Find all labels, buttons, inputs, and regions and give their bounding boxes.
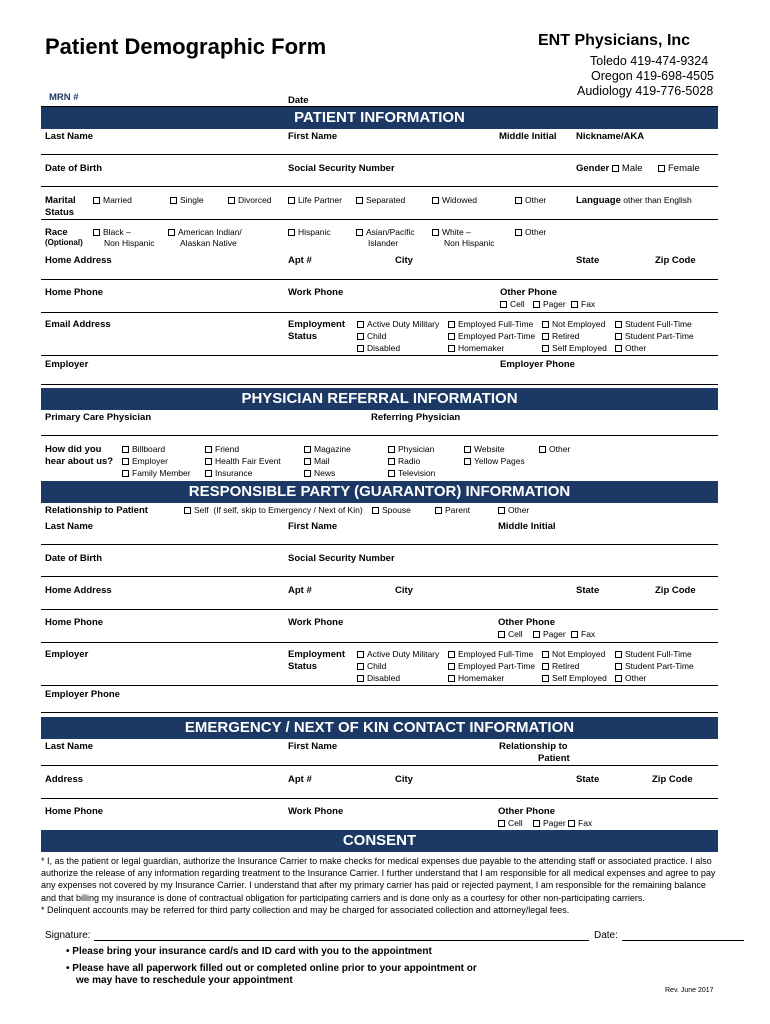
e-work-phone-label: Work Phone (288, 806, 344, 817)
g-employment-status-label: Status (288, 661, 318, 672)
not-employed-label: Not Employed (552, 319, 606, 329)
e-state-label: State (576, 774, 600, 785)
child-checkbox[interactable] (357, 333, 364, 340)
g-disabled-label: Disabled (367, 673, 401, 683)
g-pager-checkbox[interactable] (533, 631, 540, 638)
pcp-label: Primary Care Physician (45, 412, 152, 423)
g-employed-part-checkbox[interactable] (448, 663, 455, 670)
g-state-label: State (576, 585, 600, 596)
g-not-employed-checkbox[interactable] (542, 651, 549, 658)
homemaker-checkbox[interactable] (448, 345, 455, 352)
health-fair-checkbox[interactable] (205, 458, 212, 465)
yellow-pages-checkbox[interactable] (464, 458, 471, 465)
g-cell-label: Cell (508, 629, 523, 639)
billboard-label: Billboard (132, 444, 166, 454)
bullet-paperwork-cont: we may have to reschedule your appointment (76, 975, 293, 986)
white-label: White – (442, 227, 471, 237)
employment-status-label: Status (288, 331, 318, 342)
radio-checkbox[interactable] (388, 458, 395, 465)
g-employer-phone-label: Employer Phone (45, 689, 120, 700)
black-label: Black – (103, 227, 131, 237)
g-student-full-label: Student Full-Time (625, 649, 692, 659)
widowed-checkbox[interactable] (432, 197, 439, 204)
marital-label: Marital (45, 195, 76, 206)
hispanic-checkbox[interactable] (288, 229, 295, 236)
language-note: other than English (623, 195, 692, 205)
g-fax-label: Fax (581, 629, 596, 639)
employer-source-checkbox[interactable] (122, 458, 129, 465)
student-full-checkbox[interactable] (615, 321, 622, 328)
self-label: Self (194, 505, 209, 515)
g-retired-checkbox[interactable] (542, 663, 549, 670)
employed-full-checkbox[interactable] (448, 321, 455, 328)
employed-part-label: Employed Part-Time (458, 331, 536, 341)
retired-checkbox[interactable] (542, 333, 549, 340)
g-other-phone-label: Other Phone (498, 617, 556, 628)
race-other-checkbox[interactable] (515, 229, 522, 236)
consent-text (41, 855, 721, 916)
relationship-label: Relationship to Patient (45, 505, 148, 516)
home-phone-label: Home Phone (45, 287, 104, 298)
physician-label: Physician (398, 444, 435, 454)
signature-label: Signature: (45, 930, 91, 941)
e-other-phone-label: Other Phone (498, 806, 556, 817)
american-indian-sub-label: Alaskan Native (180, 238, 237, 248)
employer-source-label: Employer (132, 456, 168, 466)
form-title: Patient Demographic Form (45, 34, 327, 59)
pager-checkbox[interactable] (533, 301, 540, 308)
section-physician-referral: PHYSICIAN REFERRAL INFORMATION (41, 388, 718, 410)
parent-checkbox[interactable] (435, 507, 442, 514)
family-member-checkbox[interactable] (122, 470, 129, 477)
delinquent-paragraph: * Delinquent accounts may be referred for third party collection and may be charged for associated collection and attorney/legal fees. (41, 904, 570, 915)
american-indian-label: American Indian/ (178, 227, 242, 237)
life-partner-checkbox[interactable] (288, 197, 295, 204)
last-name-label: Last Name (45, 131, 94, 142)
e-relationship-patient-label: Patient (538, 753, 570, 764)
life-partner-label: Life Partner (298, 195, 342, 205)
section-patient-information: PATIENT INFORMATION (41, 107, 718, 129)
american-indian-checkbox[interactable] (168, 229, 175, 236)
g-city-label: City (395, 585, 413, 596)
g-self-employed-checkbox[interactable] (542, 675, 549, 682)
e-pager-label: Pager (543, 818, 566, 828)
email-label: Email Address (45, 319, 111, 330)
g-apt-label: Apt # (288, 585, 312, 596)
referring-physician-label: Referring Physician (371, 412, 461, 423)
employment-label: Employment (288, 319, 346, 330)
asian-sub-label: Islander (368, 238, 399, 248)
gender-male-checkbox[interactable] (612, 165, 619, 172)
active-duty-checkbox[interactable] (357, 321, 364, 328)
middle-initial-label: Middle Initial (499, 131, 557, 142)
signature-date-line[interactable] (622, 940, 744, 941)
g-employed-full-label: Employed Full-Time (458, 649, 534, 659)
female-label: Female (668, 163, 700, 174)
separated-checkbox[interactable] (356, 197, 363, 204)
g-cell-checkbox[interactable] (498, 631, 505, 638)
e-first-name-label: First Name (288, 741, 338, 752)
employer-label: Employer (45, 359, 89, 370)
g-retired-label: Retired (552, 661, 580, 671)
friend-label: Friend (215, 444, 240, 454)
g-last-name-label: Last Name (45, 521, 94, 532)
state-label: State (576, 255, 600, 266)
e-address-label: Address (45, 774, 84, 785)
black-sub-label: Non Hispanic (104, 238, 155, 248)
g-work-phone-label: Work Phone (288, 617, 344, 628)
ssn-label: Social Security Number (288, 163, 395, 174)
nickname-label: Nickname/AKA (576, 131, 645, 142)
bullet-paperwork: Please have all paperwork filled out or completed online prior to your appointment or (72, 963, 477, 974)
radio-label: Radio (398, 456, 421, 466)
physician-checkbox[interactable] (388, 446, 395, 453)
mrn-label: MRN # (49, 92, 79, 103)
g-middle-initial-label: Middle Initial (498, 521, 556, 532)
marital-other-checkbox[interactable] (515, 197, 522, 204)
g-self-employed-label: Self Employed (552, 673, 607, 683)
g-homemaker-label: Homemaker (458, 673, 505, 683)
referral-other-checkbox[interactable] (539, 446, 546, 453)
asian-label: Asian/Pacific (366, 227, 415, 237)
g-home-address-label: Home Address (45, 585, 112, 596)
optional-label: (Optional) (45, 238, 83, 247)
website-label: Website (474, 444, 505, 454)
website-checkbox[interactable] (464, 446, 471, 453)
g-dob-label: Date of Birth (45, 553, 102, 564)
employed-part-checkbox[interactable] (448, 333, 455, 340)
hear-about-label: hear about us? (45, 456, 114, 467)
employed-full-label: Employed Full-Time (458, 319, 534, 329)
how-label: How did you (45, 444, 102, 455)
marital-other-label: Other (525, 195, 547, 205)
g-active-duty-checkbox[interactable] (357, 651, 364, 658)
language-label: Language (576, 195, 621, 206)
fax-label: Fax (581, 299, 596, 309)
company-name: ENT Physicians, Inc (538, 32, 691, 49)
signature-line[interactable] (94, 940, 589, 941)
e-home-phone-label: Home Phone (45, 806, 104, 817)
spouse-checkbox[interactable] (372, 507, 379, 514)
g-homemaker-checkbox[interactable] (448, 675, 455, 682)
g-ssn-label: Social Security Number (288, 553, 395, 564)
television-checkbox[interactable] (388, 470, 395, 477)
date-label: Date (288, 95, 309, 106)
asian-checkbox[interactable] (356, 229, 363, 236)
consent-paragraph: * I, as the patient or legal guardian, authorize the Insurance Carrier to make checks for medical expenses due payable to the attending staff or associated practice. I also authorize the release of any information regarding treatment to the Insurance Carrier. I further understand that I am responsible for all medical expenses and agree to pay any expenses not covered by my Insurance Carrier. I understand that after my primary carrier has paid or rejected payment, I am responsible for the remaining balance and that billing my insurance is done of contractual obligation for participating carriers and is done only as a courtesy for other non-participating carriers. (41, 856, 716, 903)
white-sub-label: Non Hispanic (444, 238, 495, 248)
g-student-full-checkbox[interactable] (615, 651, 622, 658)
relationship-other-label: Other (508, 505, 530, 515)
g-student-part-checkbox[interactable] (615, 663, 622, 670)
e-cell-checkbox[interactable] (498, 820, 505, 827)
marital-status-label: Status (45, 207, 75, 218)
employment-other-checkbox[interactable] (615, 345, 622, 352)
g-disabled-checkbox[interactable] (357, 675, 364, 682)
g-fax-checkbox[interactable] (571, 631, 578, 638)
g-employed-full-checkbox[interactable] (448, 651, 455, 658)
self-note: (If self, skip to Emergency / Next of Kin) (213, 505, 363, 515)
g-employment-label: Employment (288, 649, 346, 660)
disabled-checkbox[interactable] (357, 345, 364, 352)
disabled-label: Disabled (367, 343, 401, 353)
gender-label: Gender (576, 163, 610, 174)
apt-label: Apt # (288, 255, 312, 266)
child-label: Child (367, 331, 387, 341)
not-employed-checkbox[interactable] (542, 321, 549, 328)
white-checkbox[interactable] (432, 229, 439, 236)
g-first-name-label: First Name (288, 521, 338, 532)
television-label: Television (398, 468, 436, 478)
male-label: Male (621, 163, 643, 174)
g-employer-label: Employer (45, 649, 89, 660)
g-pager-label: Pager (543, 629, 566, 639)
section-emergency: EMERGENCY / NEXT OF KIN CONTACT INFORMATION (41, 717, 718, 739)
pager-label: Pager (543, 299, 566, 309)
student-full-label: Student Full-Time (625, 319, 692, 329)
fax-checkbox[interactable] (571, 301, 578, 308)
cell-label: Cell (510, 299, 525, 309)
self-employed-label: Self Employed (552, 343, 607, 353)
insurance-checkbox[interactable] (205, 470, 212, 477)
revision-label: Rev. June 2017 (665, 987, 714, 994)
other-phone-label: Other Phone (500, 287, 558, 298)
g-child-label: Child (367, 661, 387, 671)
billboard-checkbox[interactable] (122, 446, 129, 453)
phone-oregon: Oregon 419-698-4505 (591, 69, 715, 83)
friend-checkbox[interactable] (205, 446, 212, 453)
g-active-duty-label: Active Duty Military (367, 649, 440, 659)
insurance-label: Insurance (215, 468, 253, 478)
g-employed-part-label: Employed Part-Time (458, 661, 536, 671)
retired-label: Retired (552, 331, 580, 341)
yellow-pages-label: Yellow Pages (474, 456, 525, 466)
family-member-label: Family Member (132, 468, 191, 478)
black-checkbox[interactable] (93, 229, 100, 236)
news-label: News (314, 468, 336, 478)
cell-checkbox[interactable] (500, 301, 507, 308)
section-consent: CONSENT (41, 830, 718, 852)
zip-label: Zip Code (655, 255, 696, 266)
e-fax-label: Fax (578, 818, 593, 828)
self-checkbox[interactable] (184, 507, 191, 514)
phone-audiology: Audiology 419-776-5028 (577, 84, 714, 98)
e-cell-label: Cell (508, 818, 523, 828)
married-checkbox[interactable] (93, 197, 100, 204)
mail-checkbox[interactable] (304, 458, 311, 465)
divorced-checkbox[interactable] (228, 197, 235, 204)
homemaker-label: Homemaker (458, 343, 505, 353)
magazine-label: Magazine (314, 444, 351, 454)
self-employed-checkbox[interactable] (542, 345, 549, 352)
e-last-name-label: Last Name (45, 741, 94, 752)
signature-date-label: Date: (594, 930, 618, 941)
mail-label: Mail (314, 456, 330, 466)
g-employment-other-label: Other (625, 673, 647, 683)
single-checkbox[interactable] (170, 197, 177, 204)
spouse-label: Spouse (382, 505, 411, 515)
home-address-label: Home Address (45, 255, 112, 266)
relationship-other-checkbox[interactable] (498, 507, 505, 514)
city-label: City (395, 255, 413, 266)
married-label: Married (103, 195, 132, 205)
hispanic-label: Hispanic (298, 227, 331, 237)
single-label: Single (180, 195, 204, 205)
parent-label: Parent (445, 505, 471, 515)
race-other-label: Other (525, 227, 547, 237)
g-student-part-label: Student Part-Time (625, 661, 694, 671)
race-label: Race (45, 227, 68, 238)
e-relationship-label: Relationship to (499, 741, 568, 752)
gender-female-checkbox[interactable] (658, 165, 665, 172)
g-employment-other-checkbox[interactable] (615, 675, 622, 682)
g-home-phone-label: Home Phone (45, 617, 104, 628)
phone-toledo: Toledo 419-474-9324 (590, 54, 709, 68)
e-apt-label: Apt # (288, 774, 312, 785)
g-child-checkbox[interactable] (357, 663, 364, 670)
magazine-checkbox[interactable] (304, 446, 311, 453)
e-pager-checkbox[interactable] (533, 820, 540, 827)
widowed-label: Widowed (442, 195, 477, 205)
divorced-label: Divorced (238, 195, 272, 205)
first-name-label: First Name (288, 131, 338, 142)
health-fair-label: Health Fair Event (215, 456, 281, 466)
separated-label: Separated (366, 195, 406, 205)
dob-label: Date of Birth (45, 163, 102, 174)
e-city-label: City (395, 774, 413, 785)
active-duty-label: Active Duty Military (367, 319, 440, 329)
section-guarantor: RESPONSIBLE PARTY (GUARANTOR) INFORMATION (41, 481, 718, 503)
referral-other-label: Other (549, 444, 571, 454)
employer-phone-label: Employer Phone (500, 359, 575, 370)
employment-other-label: Other (625, 343, 647, 353)
e-zip-label: Zip Code (652, 774, 693, 785)
g-not-employed-label: Not Employed (552, 649, 606, 659)
student-part-checkbox[interactable] (615, 333, 622, 340)
e-fax-checkbox[interactable] (568, 820, 575, 827)
news-checkbox[interactable] (304, 470, 311, 477)
g-zip-label: Zip Code (655, 585, 696, 596)
bullet-insurance-card: Please bring your insurance card/s and ID card with you to the appointment (72, 946, 432, 957)
student-part-label: Student Part-Time (625, 331, 694, 341)
work-phone-label: Work Phone (288, 287, 344, 298)
